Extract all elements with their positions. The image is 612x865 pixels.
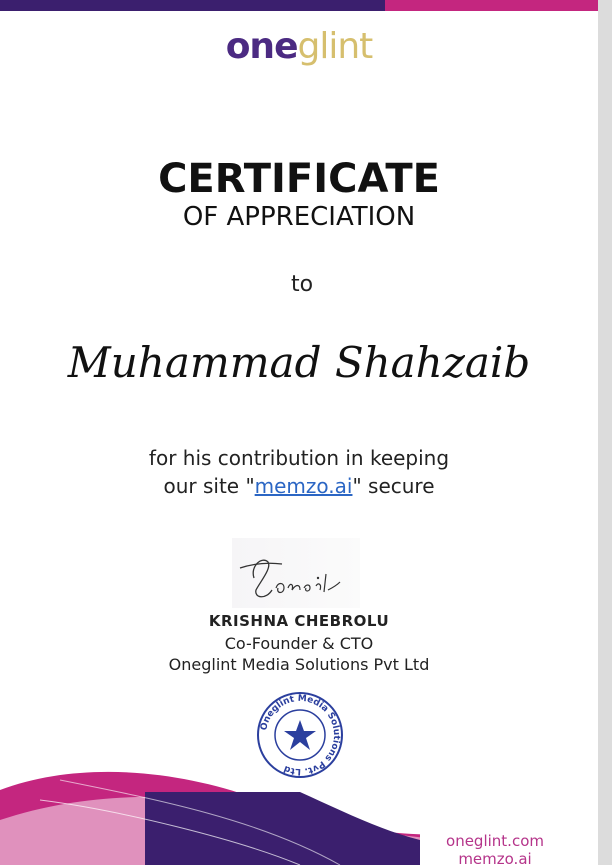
footer-website-memzo[interactable]: memzo.ai xyxy=(458,850,532,865)
signature-scribble xyxy=(232,538,360,608)
oneglint-logo xyxy=(0,26,598,67)
footer-websites xyxy=(430,832,560,865)
logo-one: one xyxy=(225,26,298,67)
signatory-role: Co-Founder & CTO xyxy=(224,634,374,653)
recipient-name: Muhammad Shahzaib xyxy=(67,338,531,387)
viewer-margin xyxy=(598,0,612,865)
signature-image xyxy=(232,538,360,608)
certificate-subtitle: OF APPRECIATION xyxy=(182,202,416,232)
reason-line2 xyxy=(0,472,598,500)
signatory-company: Oneglint Media Solutions Pvt Ltd xyxy=(168,655,430,674)
reason-text xyxy=(0,444,598,500)
reason-line1: for his contribution in keeping xyxy=(148,446,450,470)
top-color-bar xyxy=(0,0,598,11)
certificate-title: CERTIFICATE xyxy=(158,156,440,202)
logo-glint: glint xyxy=(297,26,373,67)
top-bar-purple xyxy=(0,0,385,11)
footer-website-oneglint[interactable]: oneglint.com xyxy=(446,832,544,850)
memzo-link[interactable]: memzo.ai xyxy=(254,474,353,498)
signatory-name: KRISHNA CHEBROLU xyxy=(208,612,390,630)
top-bar-magenta xyxy=(385,0,598,11)
reason-suffix: " secure xyxy=(352,474,435,498)
reason-prefix: our site " xyxy=(163,474,255,498)
svg-text:Oneglint Media Solutions Pvt.: Oneglint Media Solutions Pvt. Ltd xyxy=(259,693,342,777)
to-label: to xyxy=(290,272,314,297)
